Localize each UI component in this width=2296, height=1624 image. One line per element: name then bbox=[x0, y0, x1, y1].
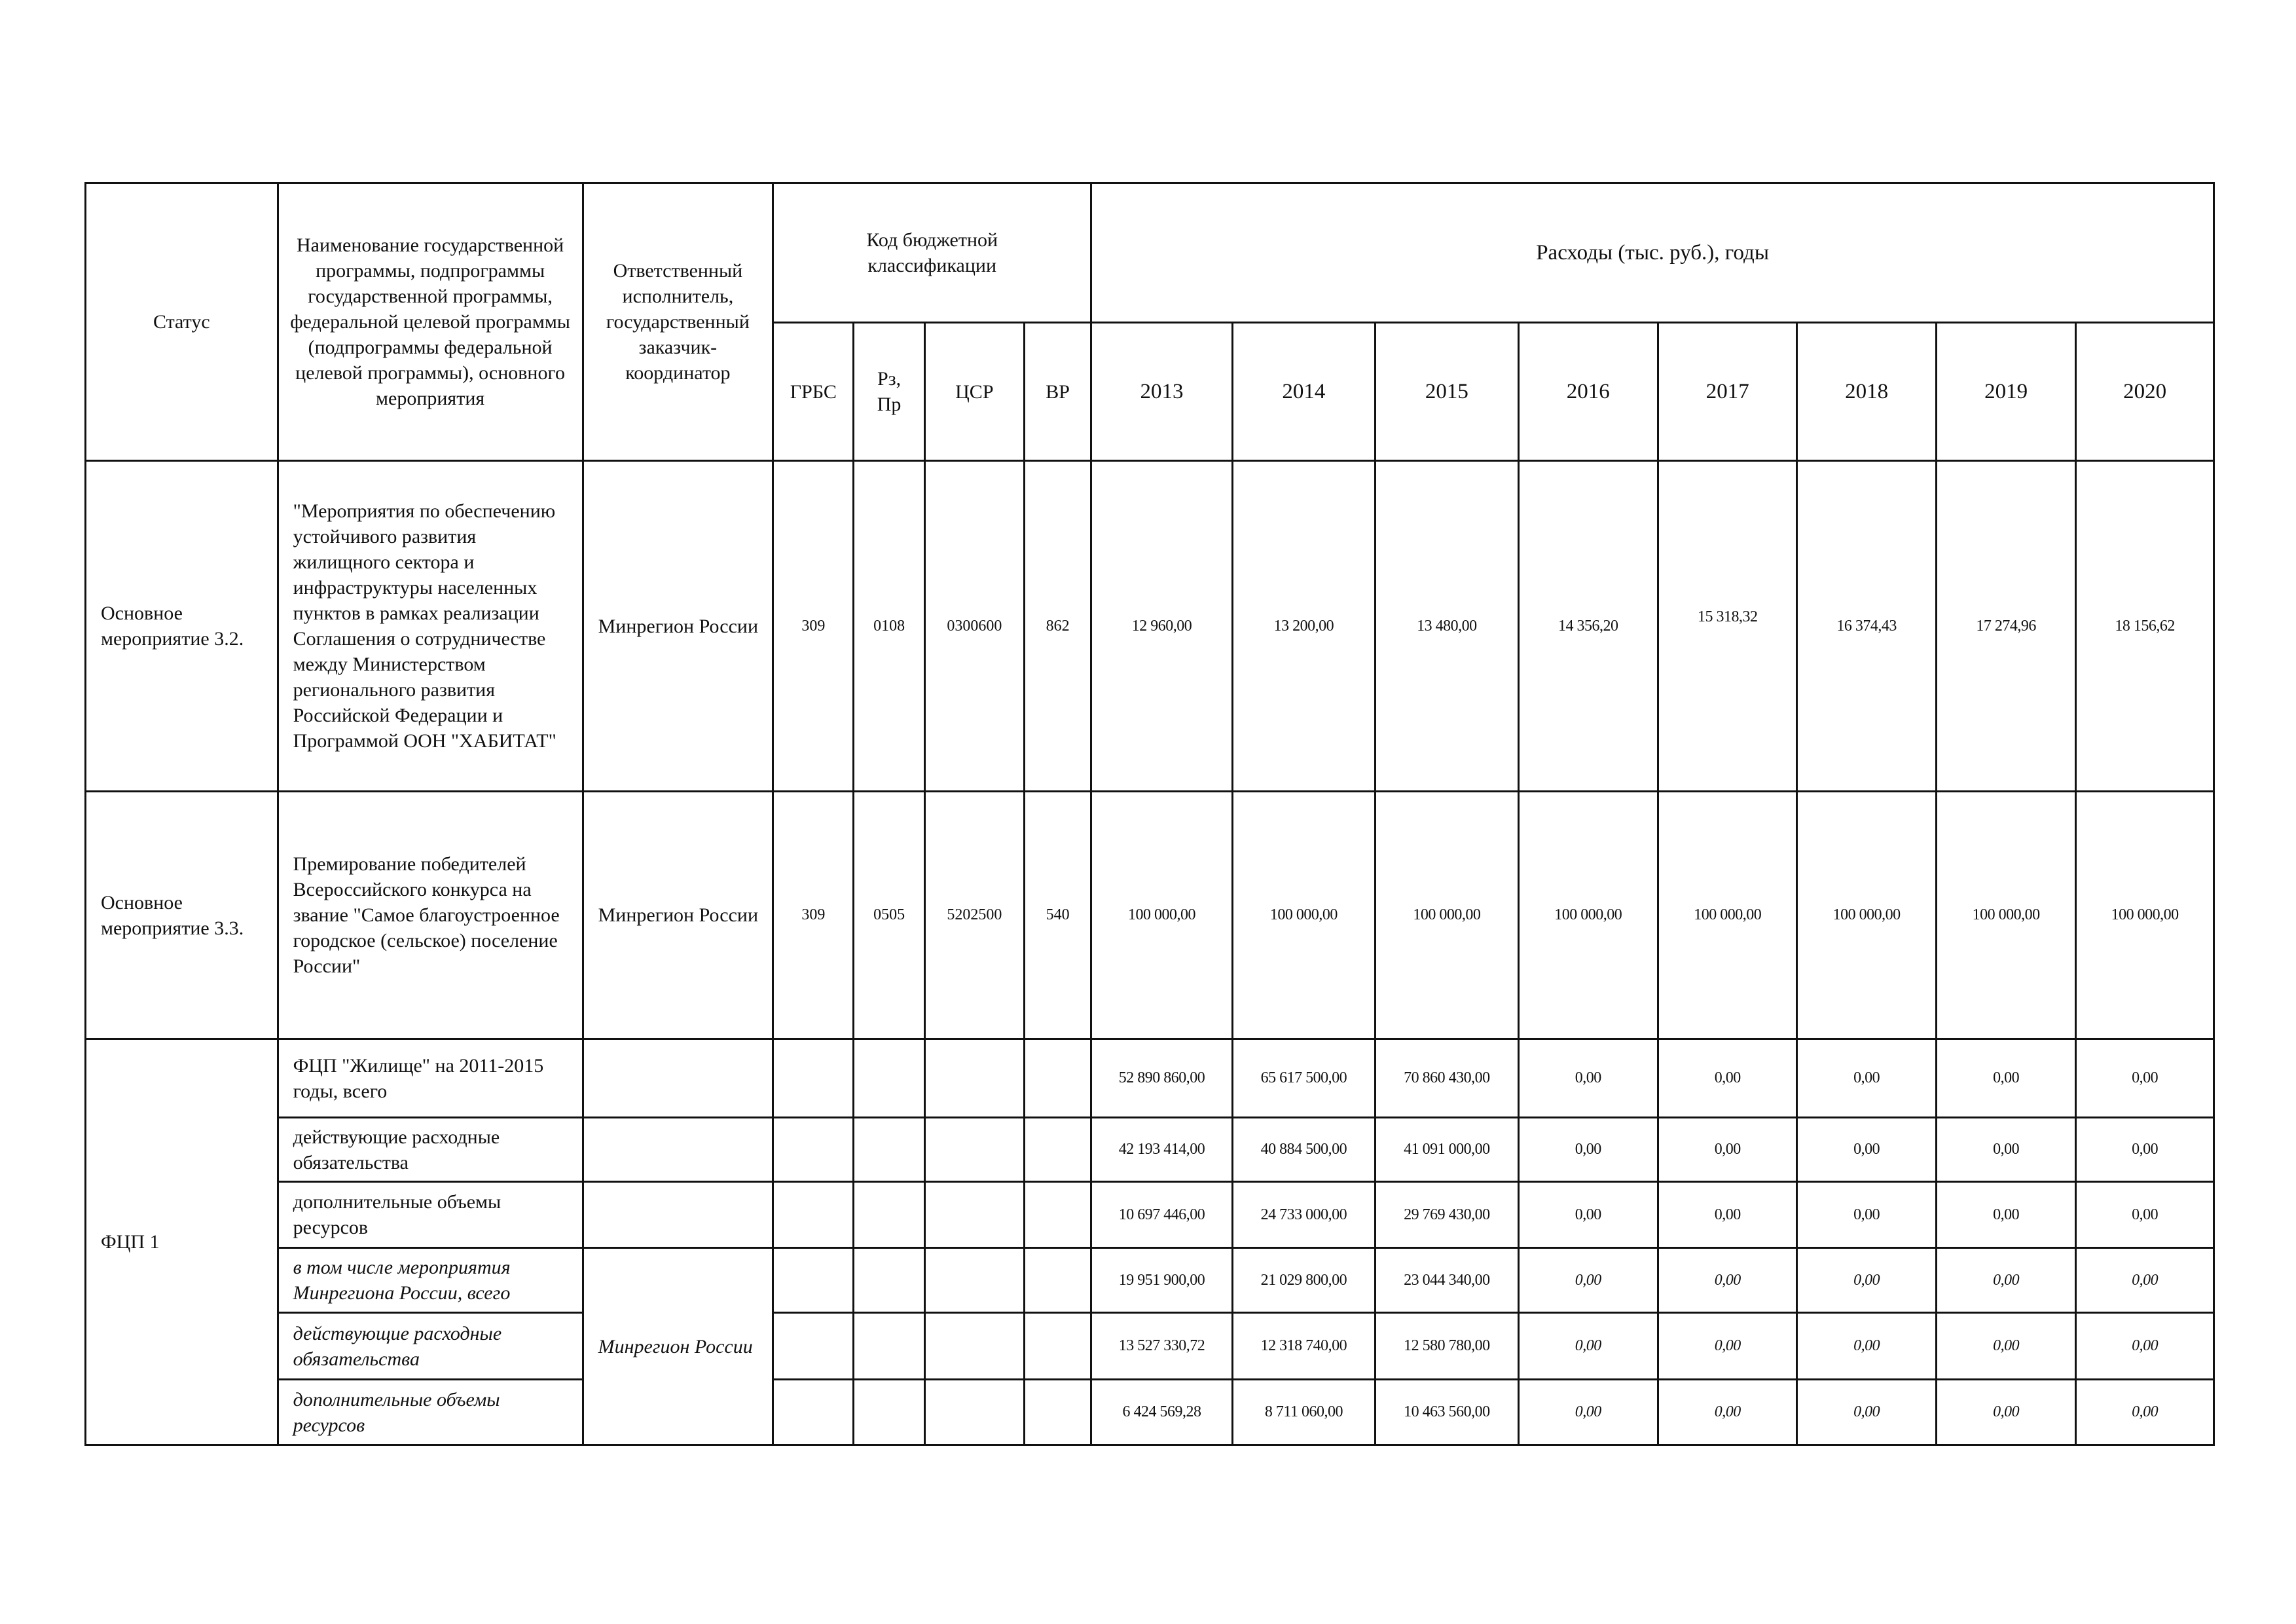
header-year bbox=[1658, 323, 1797, 461]
fcp-value: 0,00 bbox=[1518, 1313, 1658, 1380]
header-year bbox=[1376, 323, 1518, 461]
header-executor bbox=[583, 183, 773, 461]
row-value: 100 000,00 bbox=[1232, 792, 1375, 1039]
fcp-status: ФЦП 1 bbox=[86, 1039, 278, 1445]
fcp-row-executor bbox=[583, 1118, 773, 1182]
row-value-text: 15 318,32 bbox=[1697, 608, 1758, 625]
empty-cell bbox=[773, 1118, 854, 1182]
header-csr bbox=[924, 323, 1024, 461]
header-status-text: Статус bbox=[153, 311, 210, 333]
row-name: "Мероприятия по обеспечению устойчивого развития жилищного сектора и инфраструктуры населенных пунктов в рамках реализации Соглашения о сотрудничестве между Министерством регионального развития Российской Федерации и Программой ООН "ХАБИТАТ" bbox=[278, 461, 583, 792]
row-value: 100 000,00 bbox=[1936, 792, 2075, 1039]
fcp-row bbox=[86, 1313, 2214, 1380]
fcp-value: 0,00 bbox=[1936, 1182, 2075, 1248]
empty-cell bbox=[1024, 1118, 1091, 1182]
fcp-value: 0,00 bbox=[2076, 1182, 2214, 1248]
fcp-row bbox=[86, 1118, 2214, 1182]
fcp-value: 0,00 bbox=[1658, 1313, 1797, 1380]
fcp-value: 0,00 bbox=[1518, 1248, 1658, 1313]
header-expenses-text: Расходы (тыс. руб.), годы bbox=[1536, 240, 1770, 265]
fcp-value: 0,00 bbox=[2076, 1039, 2214, 1118]
fcp-value: 0,00 bbox=[1797, 1118, 1936, 1182]
empty-cell bbox=[854, 1380, 924, 1445]
fcp-value: 0,00 bbox=[1936, 1248, 2075, 1313]
header-year bbox=[2076, 323, 2214, 461]
empty-cell bbox=[1024, 1313, 1091, 1380]
table-row bbox=[86, 461, 2214, 792]
empty-cell bbox=[1024, 1380, 1091, 1445]
empty-cell bbox=[773, 1182, 854, 1248]
fcp-value: 40 884 500,00 bbox=[1232, 1118, 1375, 1182]
fcp-value: 0,00 bbox=[1797, 1182, 1936, 1248]
header-year-text: 2016 bbox=[1566, 379, 1610, 403]
fcp-value: 0,00 bbox=[1658, 1118, 1797, 1182]
fcp-value: 42 193 414,00 bbox=[1091, 1118, 1232, 1182]
empty-cell bbox=[924, 1118, 1024, 1182]
table-row bbox=[86, 792, 2214, 1039]
fcp-row-name: в том числе мероприятия Минрегиона России, всего bbox=[278, 1248, 583, 1313]
fcp-value: 8 711 060,00 bbox=[1232, 1380, 1375, 1445]
empty-cell bbox=[924, 1182, 1024, 1248]
row-value: 16 374,43 bbox=[1797, 461, 1936, 792]
header-budget-code bbox=[773, 183, 1091, 323]
header-year-text: 2019 bbox=[1984, 379, 2028, 403]
row-value: 13 200,00 bbox=[1232, 461, 1375, 792]
fcp-value: 0,00 bbox=[1936, 1039, 2075, 1118]
header-budget-code-text: Код бюджетной классификации bbox=[866, 229, 998, 276]
header-year-text: 2015 bbox=[1425, 379, 1468, 403]
fcp-value: 0,00 bbox=[1518, 1380, 1658, 1445]
fcp-row-name: ФЦП "Жилище" на 2011-2015 годы, всего bbox=[278, 1039, 583, 1118]
header-grbs bbox=[773, 323, 854, 461]
fcp-value: 12 318 740,00 bbox=[1232, 1313, 1375, 1380]
fcp-value: 12 580 780,00 bbox=[1376, 1313, 1518, 1380]
row-value: 100 000,00 bbox=[2076, 792, 2214, 1039]
fcp-value: 6 424 569,28 bbox=[1091, 1380, 1232, 1445]
fcp-value: 13 527 330,72 bbox=[1091, 1313, 1232, 1380]
empty-cell bbox=[1024, 1039, 1091, 1118]
fcp-value: 0,00 bbox=[1797, 1039, 1936, 1118]
fcp-value: 41 091 000,00 bbox=[1376, 1118, 1518, 1182]
header-row-top bbox=[86, 183, 2214, 323]
row-vr: 862 bbox=[1024, 461, 1091, 792]
header-year-text: 2017 bbox=[1705, 379, 1749, 403]
fcp-value: 0,00 bbox=[1658, 1039, 1797, 1118]
fcp-value: 70 860 430,00 bbox=[1376, 1039, 1518, 1118]
empty-cell bbox=[924, 1313, 1024, 1380]
header-status bbox=[86, 183, 278, 461]
row-grbs: 309 bbox=[773, 792, 854, 1039]
header-year-text: 2018 bbox=[1845, 379, 1889, 403]
header-vr bbox=[1024, 323, 1091, 461]
fcp-executor: Минрегион России bbox=[583, 1248, 773, 1445]
row-value: 12 960,00 bbox=[1091, 461, 1232, 792]
row-value bbox=[1658, 461, 1797, 792]
row-value: 100 000,00 bbox=[1658, 792, 1797, 1039]
fcp-value: 0,00 bbox=[1518, 1039, 1658, 1118]
row-value: 18 156,62 bbox=[2076, 461, 2214, 792]
header-year bbox=[1518, 323, 1658, 461]
fcp-value: 0,00 bbox=[1658, 1380, 1797, 1445]
fcp-value: 65 617 500,00 bbox=[1232, 1039, 1375, 1118]
fcp-value: 0,00 bbox=[1658, 1182, 1797, 1248]
header-year bbox=[1091, 323, 1232, 461]
fcp-value: 23 044 340,00 bbox=[1376, 1248, 1518, 1313]
fcp-row-executor bbox=[583, 1182, 773, 1248]
header-year bbox=[1936, 323, 2075, 461]
row-executor: Минрегион России bbox=[583, 461, 773, 792]
header-vr-text: ВР bbox=[1046, 380, 1070, 403]
empty-cell bbox=[854, 1182, 924, 1248]
row-status: Основное мероприятие 3.3. bbox=[86, 792, 278, 1039]
empty-cell bbox=[854, 1313, 924, 1380]
row-value: 17 274,96 bbox=[1936, 461, 2075, 792]
empty-cell bbox=[1024, 1248, 1091, 1313]
fcp-value: 0,00 bbox=[1797, 1380, 1936, 1445]
fcp-value: 0,00 bbox=[2076, 1248, 2214, 1313]
fcp-value: 24 733 000,00 bbox=[1232, 1182, 1375, 1248]
row-status: Основное мероприятие 3.2. bbox=[86, 461, 278, 792]
fcp-row bbox=[86, 1248, 2214, 1313]
empty-cell bbox=[924, 1039, 1024, 1118]
row-csr: 0300600 bbox=[924, 461, 1024, 792]
row-vr: 540 bbox=[1024, 792, 1091, 1039]
fcp-value: 0,00 bbox=[2076, 1118, 2214, 1182]
fcp-row-name: дополнительные объемы ресурсов bbox=[278, 1182, 583, 1248]
fcp-value: 0,00 bbox=[1797, 1248, 1936, 1313]
row-value: 100 000,00 bbox=[1091, 792, 1232, 1039]
empty-cell bbox=[924, 1248, 1024, 1313]
empty-cell bbox=[773, 1248, 854, 1313]
empty-cell bbox=[773, 1039, 854, 1118]
fcp-value: 0,00 bbox=[2076, 1313, 2214, 1380]
header-year bbox=[1797, 323, 1936, 461]
fcp-row-name: действующие расходные обязательства bbox=[278, 1118, 583, 1182]
header-name-text: Наименование государственной программы, подпрограммы государственной программы, федеральной целевой программы (подпрограммы федеральной целевой программы), основного мероприятия bbox=[290, 234, 570, 409]
empty-cell bbox=[854, 1118, 924, 1182]
fcp-value: 29 769 430,00 bbox=[1376, 1182, 1518, 1248]
row-value: 13 480,00 bbox=[1376, 461, 1518, 792]
row-csr: 5202500 bbox=[924, 792, 1024, 1039]
row-rzpr: 0108 bbox=[854, 461, 924, 792]
fcp-value: 52 890 860,00 bbox=[1091, 1039, 1232, 1118]
empty-cell bbox=[854, 1248, 924, 1313]
header-csr-text: ЦСР bbox=[955, 380, 994, 403]
fcp-value: 0,00 bbox=[2076, 1380, 2214, 1445]
empty-cell bbox=[924, 1380, 1024, 1445]
header-name bbox=[278, 183, 583, 461]
fcp-row bbox=[86, 1039, 2214, 1118]
header-year-text: 2014 bbox=[1282, 379, 1326, 403]
header-year-text: 2020 bbox=[2123, 379, 2167, 403]
header-rzpr bbox=[854, 323, 924, 461]
budget-table bbox=[84, 182, 2215, 1446]
row-grbs: 309 bbox=[773, 461, 854, 792]
fcp-value: 0,00 bbox=[1797, 1313, 1936, 1380]
fcp-value: 0,00 bbox=[1936, 1380, 2075, 1445]
fcp-value: 10 463 560,00 bbox=[1376, 1380, 1518, 1445]
row-rzpr: 0505 bbox=[854, 792, 924, 1039]
empty-cell bbox=[1024, 1182, 1091, 1248]
header-expenses bbox=[1091, 183, 2214, 323]
fcp-value: 19 951 900,00 bbox=[1091, 1248, 1232, 1313]
empty-cell bbox=[773, 1313, 854, 1380]
row-value: 100 000,00 bbox=[1518, 792, 1658, 1039]
empty-cell bbox=[854, 1039, 924, 1118]
fcp-value: 0,00 bbox=[1936, 1313, 2075, 1380]
fcp-row-name: дополнительные объемы ресурсов bbox=[278, 1380, 583, 1445]
fcp-row bbox=[86, 1380, 2214, 1445]
row-value: 100 000,00 bbox=[1797, 792, 1936, 1039]
row-value: 100 000,00 bbox=[1376, 792, 1518, 1039]
header-rzpr-text: Рз, Пр bbox=[877, 368, 902, 415]
row-executor: Минрегион России bbox=[583, 792, 773, 1039]
fcp-value: 10 697 446,00 bbox=[1091, 1182, 1232, 1248]
row-name: Премирование победителей Всероссийского конкурса на звание "Самое благоустроенное городское (сельское) поселение России" bbox=[278, 792, 583, 1039]
empty-cell bbox=[773, 1380, 854, 1445]
fcp-row bbox=[86, 1182, 2214, 1248]
fcp-row-name: действующие расходные обязательства bbox=[278, 1313, 583, 1380]
fcp-value: 0,00 bbox=[1936, 1118, 2075, 1182]
header-grbs-text: ГРБС bbox=[790, 380, 837, 403]
header-executor-text: Ответственный исполнитель, государственный заказчик-координатор bbox=[606, 260, 750, 384]
fcp-value: 0,00 bbox=[1518, 1182, 1658, 1248]
header-year-text: 2013 bbox=[1140, 379, 1184, 403]
header-year bbox=[1232, 323, 1375, 461]
fcp-value: 0,00 bbox=[1658, 1248, 1797, 1313]
fcp-value: 21 029 800,00 bbox=[1232, 1248, 1375, 1313]
fcp-row-executor bbox=[583, 1039, 773, 1118]
fcp-value: 0,00 bbox=[1518, 1118, 1658, 1182]
row-value: 14 356,20 bbox=[1518, 461, 1658, 792]
